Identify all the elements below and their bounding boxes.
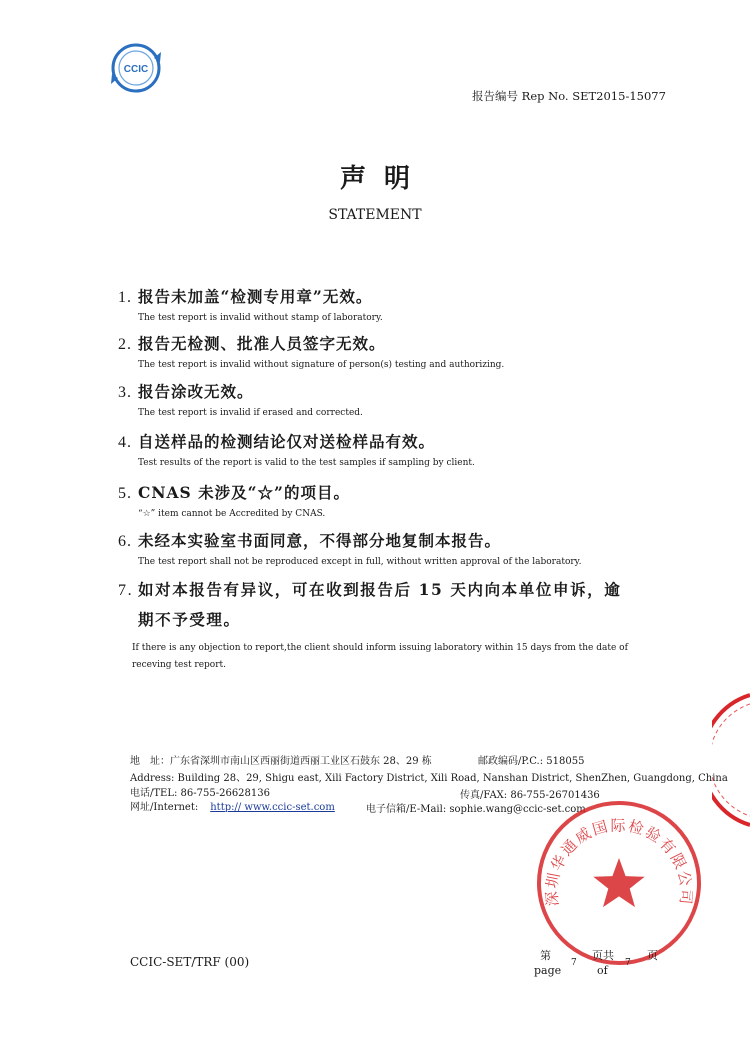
internet [130,798,335,813]
statement-item [118,430,638,468]
page-info [534,947,664,981]
item-number: 1. [118,289,132,306]
item-text-en: The test report is invalid without stamp of laboratory. [138,313,383,323]
page-subtitle: STATEMENT [328,207,422,223]
item-number: 7. [118,582,134,599]
report-number: 报告编号 Rep No. SET2015-15077 [472,89,666,103]
item-text-cn: 未经本实验室书面同意，不得部分地复制本报告。 [138,531,502,550]
total-pages: 7 [625,958,631,968]
website-link[interactable]: http:// www.ccic-set.com [210,802,335,813]
item-number: 5. [118,485,132,502]
item-text-en: The test report is invalid without signature of person(s) testing and authorizing. [138,360,505,370]
company-seal [534,798,704,968]
page-suffix: 页 [647,949,658,962]
statement-item [118,481,638,519]
address-en: Address: Building 28、29, Shigu east, Xili Factory District, Xili Road, Nanshan District, ShenZhen, Guangdong, China [130,773,728,784]
star-icon [593,858,644,907]
item-text-en: If there is any objection to report,the client should inform issuing laboratory within 15 days from the date of receving test report. [132,643,628,670]
ccic-logo [110,42,162,94]
page-label-cn: 第 [540,949,551,962]
item-text-cn: 如对本报告有异议，可在收到报告后 15 天内向本单位申诉，逾 [138,580,622,599]
postcode: 邮政编码/P.C.: 518055 [478,756,585,767]
item-text-cn: 报告涂改无效。 [138,382,254,401]
page-number: 7 [571,958,577,968]
statement-item [118,332,638,370]
item-text-en: Test results of the report is valid to the test samples if sampling by client. [138,458,475,468]
item-text-en: The test report is invalid if erased and corrected. [138,408,363,418]
item-text-en: The test report shall not be reproduced except in full, without written approval of the laboratory. [138,557,582,567]
item-text-cn: 报告未加盖“检测专用章”无效。 [138,287,373,306]
total-label-cn: 页共 [592,949,614,962]
telephone: 电话/TEL: 86-755-26628136 [130,788,270,799]
address-value: 广东省深圳市南山区西丽街道西丽工业区石鼓东 28、29 栋 [170,756,432,767]
internet-label: 网址/Internet: [130,802,199,813]
item-text-cn-continued: 期不予受理。 [138,610,241,629]
address-label: 地 址： [130,756,170,767]
fax: 传真/FAX: 86-755-26701436 [460,790,600,801]
item-text-en: “☆” item cannot be Accredited by CNAS. [138,509,326,519]
address-cn [130,752,432,767]
item-number: 4. [118,434,132,451]
statement-item [118,529,638,567]
statement-item [118,285,638,323]
item-text-cn: CNAS 未涉及“☆”的项目。 [138,483,350,502]
statement-item [118,380,638,418]
email: 电子信箱/E-Mail: sophie.wang@ccic-set.com [366,804,586,815]
item-text-cn: 自送样品的检测结论仅对送检样品有效。 [138,432,436,451]
partial-seal [712,690,750,830]
statement-item [118,578,638,674]
of-label: of [597,964,608,977]
item-number: 6. [118,533,132,550]
item-number: 2. [118,336,132,353]
logo-text: CCIC [123,64,149,75]
seal-text: 深圳华通威国际检验有限公司 [542,816,696,907]
item-number: 3. [118,384,132,401]
item-text-cn: 报告无检测、批准人员签字无效。 [138,334,386,353]
page-title: 声明 [339,164,428,194]
page-label-en: page [534,964,562,977]
form-code: CCIC-SET/TRF (00) [130,955,250,969]
